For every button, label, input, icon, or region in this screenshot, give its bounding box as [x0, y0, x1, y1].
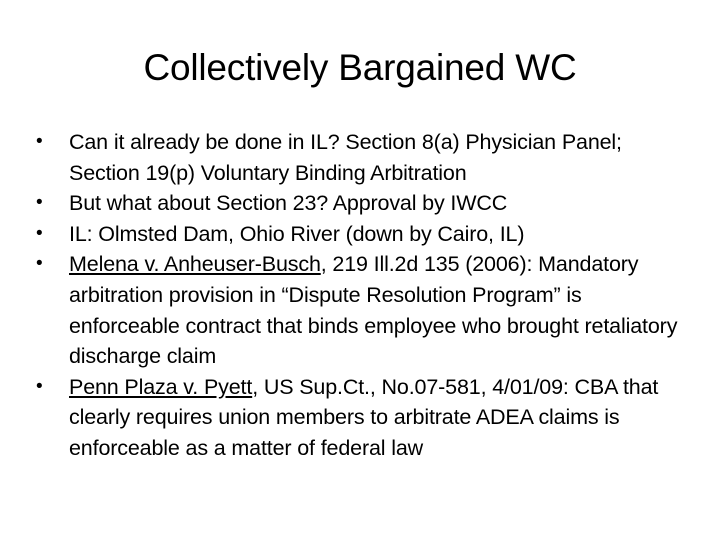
- bullet-text: , 219 Ill.2d 135 (2006): Mandatory arbitration provision in “Dispute Resolution Program” is enforceable contract that binds employee who brought retaliatory discharge claim: [69, 252, 678, 369]
- bullet-icon: •: [36, 131, 43, 152]
- bullet-text: But what about Section 23? Approval by IWCC: [69, 191, 508, 216]
- bullet-item-physician-panel: [36, 127, 696, 188]
- bullet-icon: •: [36, 222, 43, 244]
- bullet-icon: •: [36, 253, 43, 275]
- bullet-item-melena-case: [36, 249, 696, 371]
- slide-title: Collectively Bargained WC: [143, 47, 577, 88]
- bullet-item-section-23: [36, 188, 696, 219]
- bullet-list: [36, 127, 696, 464]
- bullet-item-olmsted-dam: [36, 219, 696, 250]
- bullet-icon: •: [36, 192, 43, 214]
- bullet-icon: •: [36, 375, 43, 397]
- case-name-melena: Melena v. Anheuser-Busch: [69, 252, 321, 277]
- bullet-text: , US Sup.Ct., No.07-581, 4/01/09: CBA that clearly requires union members to arbitrate ADEA claims is enforceable as a matter of federal law: [69, 374, 659, 460]
- bullet-text: IL: Olmsted Dam, Ohio River (down by Cairo, IL): [69, 221, 525, 246]
- case-name-penn-plaza: Penn Plaza v. Pyett: [69, 374, 253, 399]
- bullet-text: Can it already be done in IL? Section 8(a) Physician Panel; Section 19(p) Voluntary Binding Arbitration: [69, 130, 622, 185]
- bullet-item-penn-plaza-case: [36, 372, 696, 464]
